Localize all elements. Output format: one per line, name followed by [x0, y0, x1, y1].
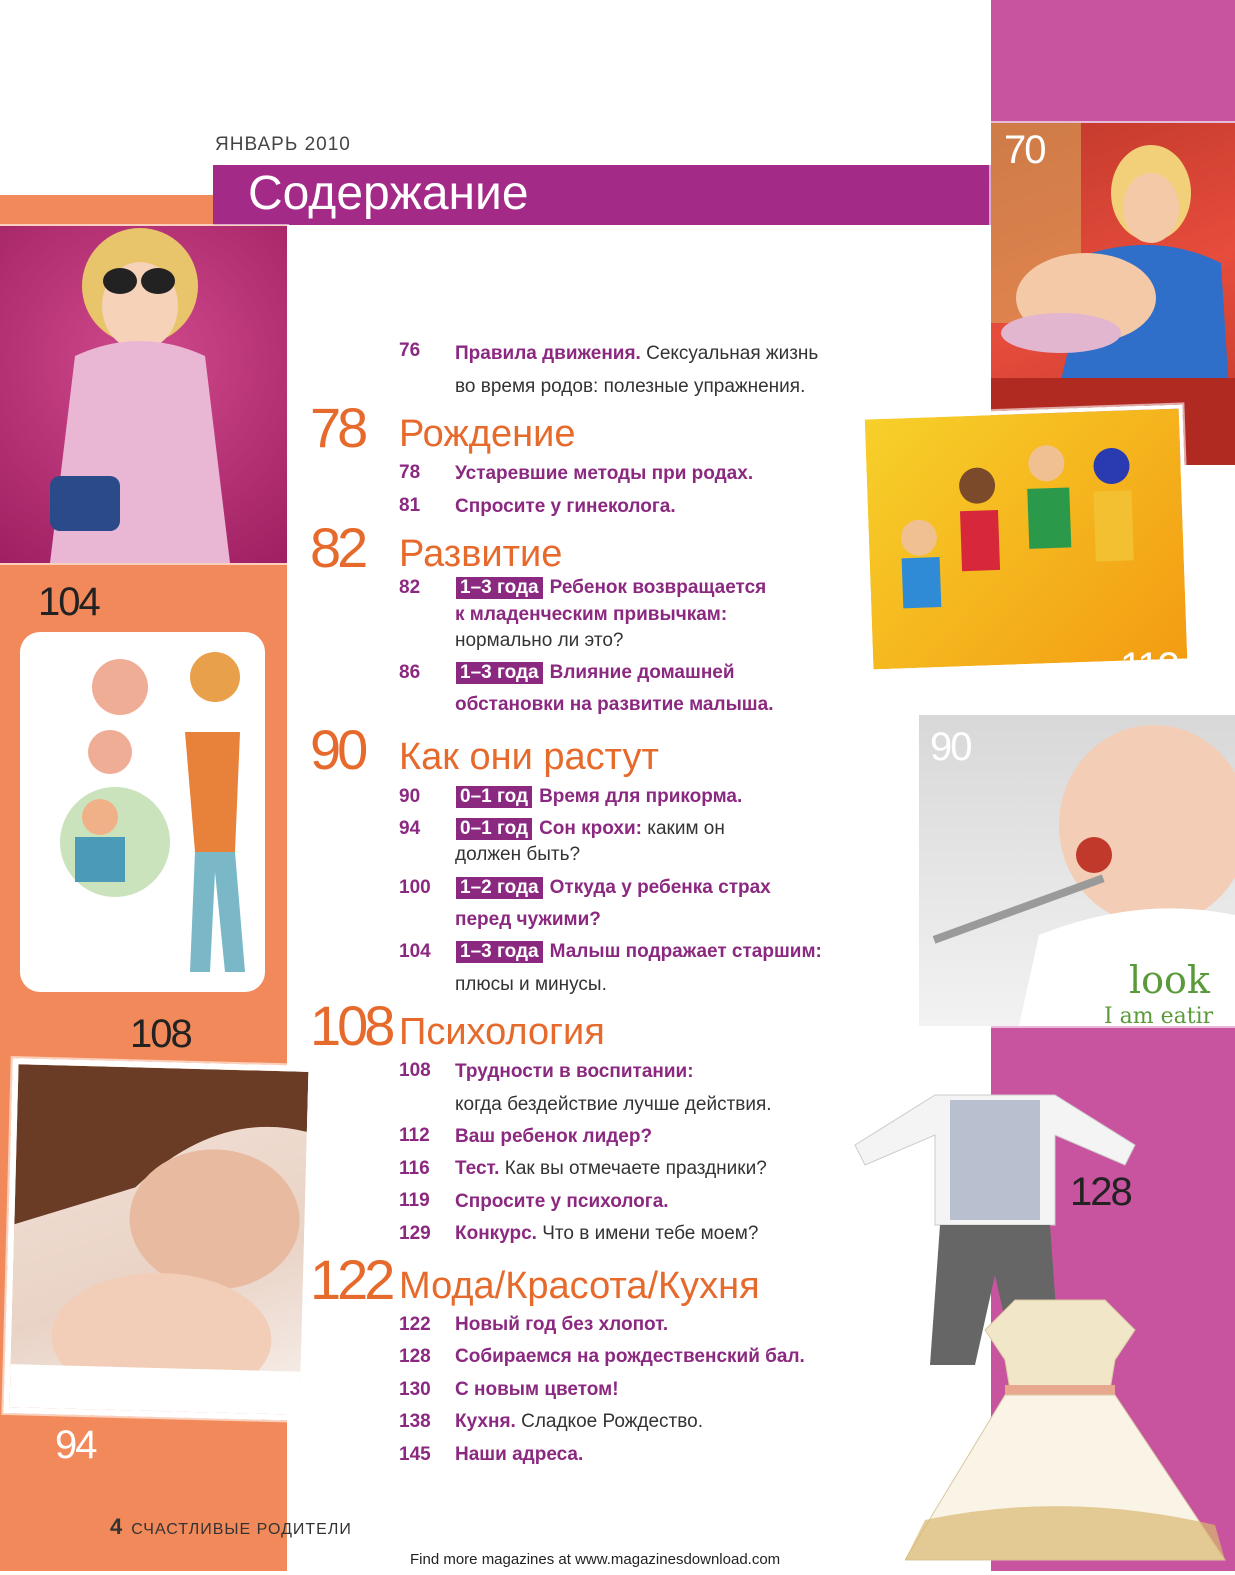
- age-tag: 1–2 года: [455, 876, 544, 900]
- entry-num-112: 112: [399, 1125, 430, 1146]
- entry-76-line2: во время родов: полезные упражнения.: [455, 376, 806, 397]
- entry-100-line2: [455, 904, 601, 936]
- entry-num-81: 81: [399, 495, 421, 516]
- entry-num-78: 78: [399, 462, 421, 483]
- entry-76[interactable]: [455, 338, 818, 370]
- entry-100[interactable]: [455, 872, 771, 904]
- age-tag: 0–1 год: [455, 817, 533, 841]
- section-title-psychology[interactable]: Психология: [399, 1011, 605, 1053]
- entry-129[interactable]: [455, 1218, 758, 1250]
- entry-num-129: 129: [399, 1223, 431, 1244]
- entry-145-title: Наши адреса.: [455, 1444, 584, 1465]
- issue-date: ЯНВАРЬ 2010: [215, 134, 351, 155]
- entry-86-line2: [455, 689, 773, 721]
- entry-76-title: Правила движения.: [455, 343, 641, 364]
- entry-108[interactable]: [455, 1056, 694, 1088]
- section-title-growth[interactable]: Как они растут: [399, 736, 659, 778]
- entry-num-145: 145: [399, 1444, 431, 1465]
- photo-girl-sunglasses: [0, 226, 287, 563]
- entry-100-title: Откуда у ребенка страх: [549, 877, 771, 898]
- section-num-psychology: 108: [310, 994, 392, 1057]
- section-num-fashion: 122: [310, 1248, 392, 1311]
- entry-128-title: Собираемся на рождественский бал.: [455, 1346, 805, 1367]
- entry-82-line3: нормально ли это?: [455, 630, 624, 651]
- photo-label-108: 108: [130, 1012, 191, 1056]
- entry-119[interactable]: [455, 1186, 669, 1218]
- entry-129-title: Конкурс.: [455, 1223, 537, 1244]
- entry-86-title: Влияние домашней: [549, 662, 735, 683]
- photo-label-70: 70: [1004, 128, 1045, 172]
- bib-text-look: look: [1129, 958, 1210, 1002]
- entry-num-76: 76: [399, 340, 421, 361]
- photo-dancing-children: [861, 404, 1192, 673]
- entry-90[interactable]: [455, 781, 742, 813]
- section-title-fashion[interactable]: Мода/Красота/Кухня: [399, 1265, 760, 1307]
- promo-link[interactable]: Find more magazines at www.magazinesdownload.com: [410, 1551, 781, 1568]
- entry-num-119: 119: [399, 1190, 430, 1211]
- entry-94-rest: каким он: [641, 818, 725, 839]
- section-num-growth: 90: [310, 718, 365, 781]
- entry-num-128: 128: [399, 1346, 431, 1367]
- entry-num-116: 116: [399, 1158, 430, 1179]
- age-tag: 1–3 года: [455, 940, 544, 964]
- entry-94-line2: должен быть?: [455, 844, 581, 865]
- age-tag: 1–3 года: [455, 661, 544, 685]
- entry-76-rest: Сексуальная жизнь: [640, 343, 819, 364]
- entry-112-title: Ваш ребенок лидер?: [455, 1126, 653, 1147]
- entry-116-rest: Как вы отмечаете праздники?: [499, 1158, 767, 1179]
- section-num-development: 82: [310, 516, 365, 579]
- entry-86[interactable]: [455, 657, 735, 689]
- section-title-development[interactable]: Развитие: [399, 533, 563, 575]
- photo-girl-dress: [905, 1290, 1235, 1571]
- photo-label-104: 104: [38, 580, 99, 624]
- entry-129-rest: Что в имени тебе моем?: [536, 1223, 759, 1244]
- photo-label-128: 128: [1070, 1170, 1131, 1214]
- entry-num-82: 82: [399, 577, 421, 598]
- entry-116[interactable]: [455, 1153, 767, 1185]
- bib-text-eating: I am eatir: [1104, 1004, 1214, 1026]
- entry-122-title: Новый год без хлопот.: [455, 1314, 669, 1335]
- entry-104-line2: плюсы и минусы.: [455, 974, 607, 995]
- entry-num-86: 86: [399, 662, 421, 683]
- entry-86-line2-text: обстановки на развитие малыша.: [455, 694, 774, 715]
- photo-mother-baby: [3, 1058, 314, 1421]
- entry-81-title: Спросите у гинеколога.: [455, 496, 676, 517]
- entry-122[interactable]: [455, 1309, 668, 1341]
- photo-label-94: 94: [55, 1423, 96, 1467]
- entry-num-130: 130: [399, 1379, 431, 1400]
- page-footer: [110, 1514, 352, 1540]
- entry-num-90: 90: [399, 786, 421, 807]
- age-tag: 0–1 год: [455, 785, 533, 809]
- entry-138[interactable]: [455, 1406, 703, 1438]
- page-number: 4: [110, 1514, 124, 1539]
- entry-104[interactable]: [455, 936, 822, 968]
- entry-82-title: Ребенок возвращается: [549, 577, 767, 598]
- entry-130[interactable]: [455, 1374, 619, 1406]
- entry-108-line2: когда бездействие лучше действия.: [455, 1094, 772, 1115]
- entry-104-title: Малыш подражает старшим:: [549, 941, 822, 962]
- entry-78[interactable]: [455, 458, 753, 490]
- entry-130-title: С новым цветом!: [455, 1379, 619, 1400]
- entry-128[interactable]: [455, 1341, 805, 1373]
- entry-num-122: 122: [399, 1314, 431, 1335]
- entry-78-title: Устаревшие методы при родах.: [455, 463, 754, 484]
- photo-label-90: 90: [930, 725, 971, 769]
- age-tag: 1–3 года: [455, 576, 544, 600]
- entry-119-title: Спросите у психолога.: [455, 1191, 669, 1212]
- entry-112[interactable]: [455, 1121, 652, 1153]
- magazine-name: СЧАСТЛИВЫЕ РОДИТЕЛИ: [131, 1521, 352, 1538]
- entry-145[interactable]: [455, 1439, 583, 1471]
- section-title-birth[interactable]: Рождение: [399, 413, 576, 455]
- section-num-birth: 78: [310, 396, 365, 459]
- entry-81[interactable]: [455, 491, 676, 523]
- entry-138-title: Кухня.: [455, 1411, 516, 1432]
- entry-num-108: 108: [399, 1060, 431, 1081]
- entry-138-rest: Сладкое Рождество.: [515, 1411, 703, 1432]
- entry-num-104: 104: [399, 941, 431, 962]
- entry-94-title: Сон крохи:: [539, 818, 642, 839]
- entry-116-title: Тест.: [455, 1158, 500, 1179]
- illustration-mother-child: [20, 632, 265, 992]
- entry-100-line2-text: перед чужими?: [455, 909, 601, 930]
- page-title: Содержание: [248, 167, 529, 220]
- entry-90-title: Время для прикорма.: [539, 786, 743, 807]
- entry-num-94: 94: [399, 818, 421, 839]
- entry-num-100: 100: [399, 877, 431, 898]
- entry-82-line2-text: к младенческим привычкам:: [455, 604, 728, 625]
- photo-label-112: 112: [1120, 645, 1178, 689]
- entry-num-138: 138: [399, 1411, 431, 1432]
- entry-108-title: Трудности в воспитании:: [455, 1061, 694, 1082]
